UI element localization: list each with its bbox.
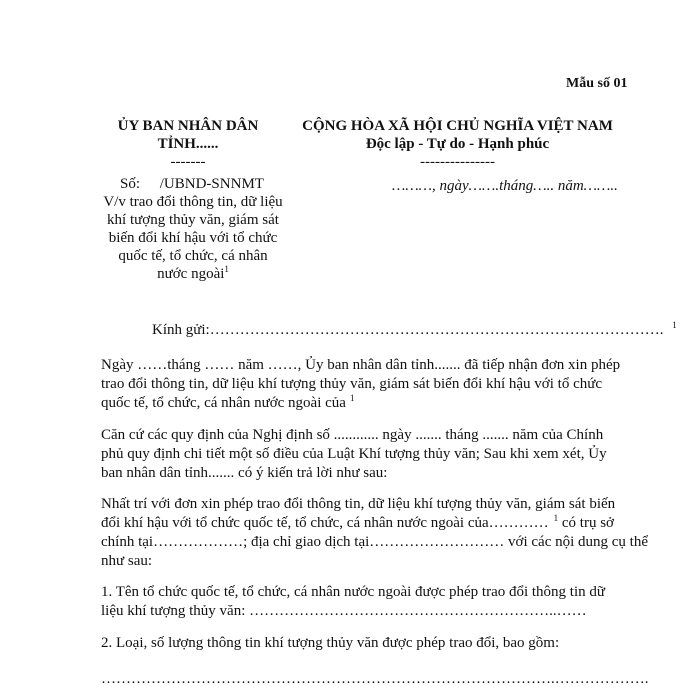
- paragraph-received: [101, 356, 641, 413]
- item-2: [101, 634, 641, 653]
- motto: Độc lập - Tự do - Hạnh phúc: [365, 136, 550, 152]
- form-number: Mẫu số 01: [566, 76, 628, 91]
- text-line: trao đổi thông tin, dữ liệu khí tượng thủy văn, giám sát biến đổi khí hậu với tổ chức: [101, 376, 603, 392]
- text-line: Ngày ……tháng …… năm ……, Ủy ban nhân dân tỉnh....... đã tiếp nhận đơn xin phép: [101, 357, 621, 373]
- recipient: [152, 322, 677, 339]
- subject-line: biến đổi khí hậu với tổ chức: [108, 230, 278, 246]
- item-1: [101, 583, 641, 621]
- so-value: /UBND-SNNMT: [159, 176, 264, 192]
- left-header: [108, 117, 268, 171]
- text-line: 2. Loại, số lượng thông tin khí tượng thủy văn được phép trao đổi, bao gồm:: [101, 635, 560, 651]
- text-line: quốc tế, tổ chức, cá nhân nước ngoài của $^1$: [101, 393, 355, 411]
- text-line: Căn cứ các quy định của Nghị định số ............ ngày ....... tháng ....... năm của Chính: [101, 427, 604, 443]
- footnote-ref: 1: [672, 320, 677, 330]
- text-line: chính tại………………; địa chỉ giao dịch tại……………………… với các nội dung cụ thể: [101, 534, 649, 550]
- date-line: ………, ngày…….tháng….. năm……..: [392, 178, 618, 194]
- footnote-ref: 1: [224, 264, 229, 274]
- subject: [98, 193, 288, 283]
- subject-line: nước ngoài$^1$: [157, 264, 229, 282]
- text-line: như sau:: [101, 553, 153, 569]
- paragraph-legal-basis: [101, 426, 641, 483]
- text-line: 1. Tên tổ chức quốc tế, tổ chức, cá nhân nước ngoài được phép trao đổi thông tin dữ: [101, 584, 606, 600]
- text-line: liệu khí tượng thủy văn: ……………………………………………………..……: [101, 603, 587, 619]
- left-header-dashes: -------: [170, 154, 206, 170]
- agency-name: ỦY BAN NHÂN DÂN: [117, 118, 259, 134]
- subject-line: khí tượng thủy văn, giám sát: [107, 212, 279, 228]
- subject-line: V/v trao đổi thông tin, dữ liệu: [103, 194, 283, 210]
- footnote-ref: 1: [349, 393, 355, 403]
- text-line: đổi khí hậu với tổ chức quốc tế, tổ chức, cá nhân nước ngoài của………… $^1$ có trụ sở: [101, 513, 614, 531]
- paragraph-approval: [101, 495, 649, 571]
- recipient-text: Kính gửi:……………………………………………………………………………….: [152, 322, 664, 338]
- text-line: Nhất trí với đơn xin phép trao đổi thông tin, dữ liệu khí tượng thủy văn, giám sát biến: [101, 496, 616, 512]
- document-number: [120, 176, 264, 193]
- text-line: phủ quy định chi tiết một số điều của Luật Khí tượng thủy văn; Sau khi xem xét, Ủy: [101, 446, 607, 462]
- subject-line: quốc tế, tổ chức, cá nhân: [118, 248, 268, 264]
- text-line: ban nhân dân tỉnh....... có ý kiến trả lời như sau:: [101, 465, 388, 481]
- province-name: TỈNH......: [157, 136, 219, 152]
- so-label: Số:: [120, 176, 141, 192]
- footnote-ref: 1: [553, 513, 559, 523]
- right-header: [285, 117, 630, 171]
- country-name: CỘNG HÒA XÃ HỘI CHỦ NGHĨA VIỆT NAM: [302, 118, 613, 134]
- right-header-dashes: ---------------: [420, 154, 495, 170]
- dotted-fill-line: ……………………………………………………………………………….……………….: [101, 671, 649, 687]
